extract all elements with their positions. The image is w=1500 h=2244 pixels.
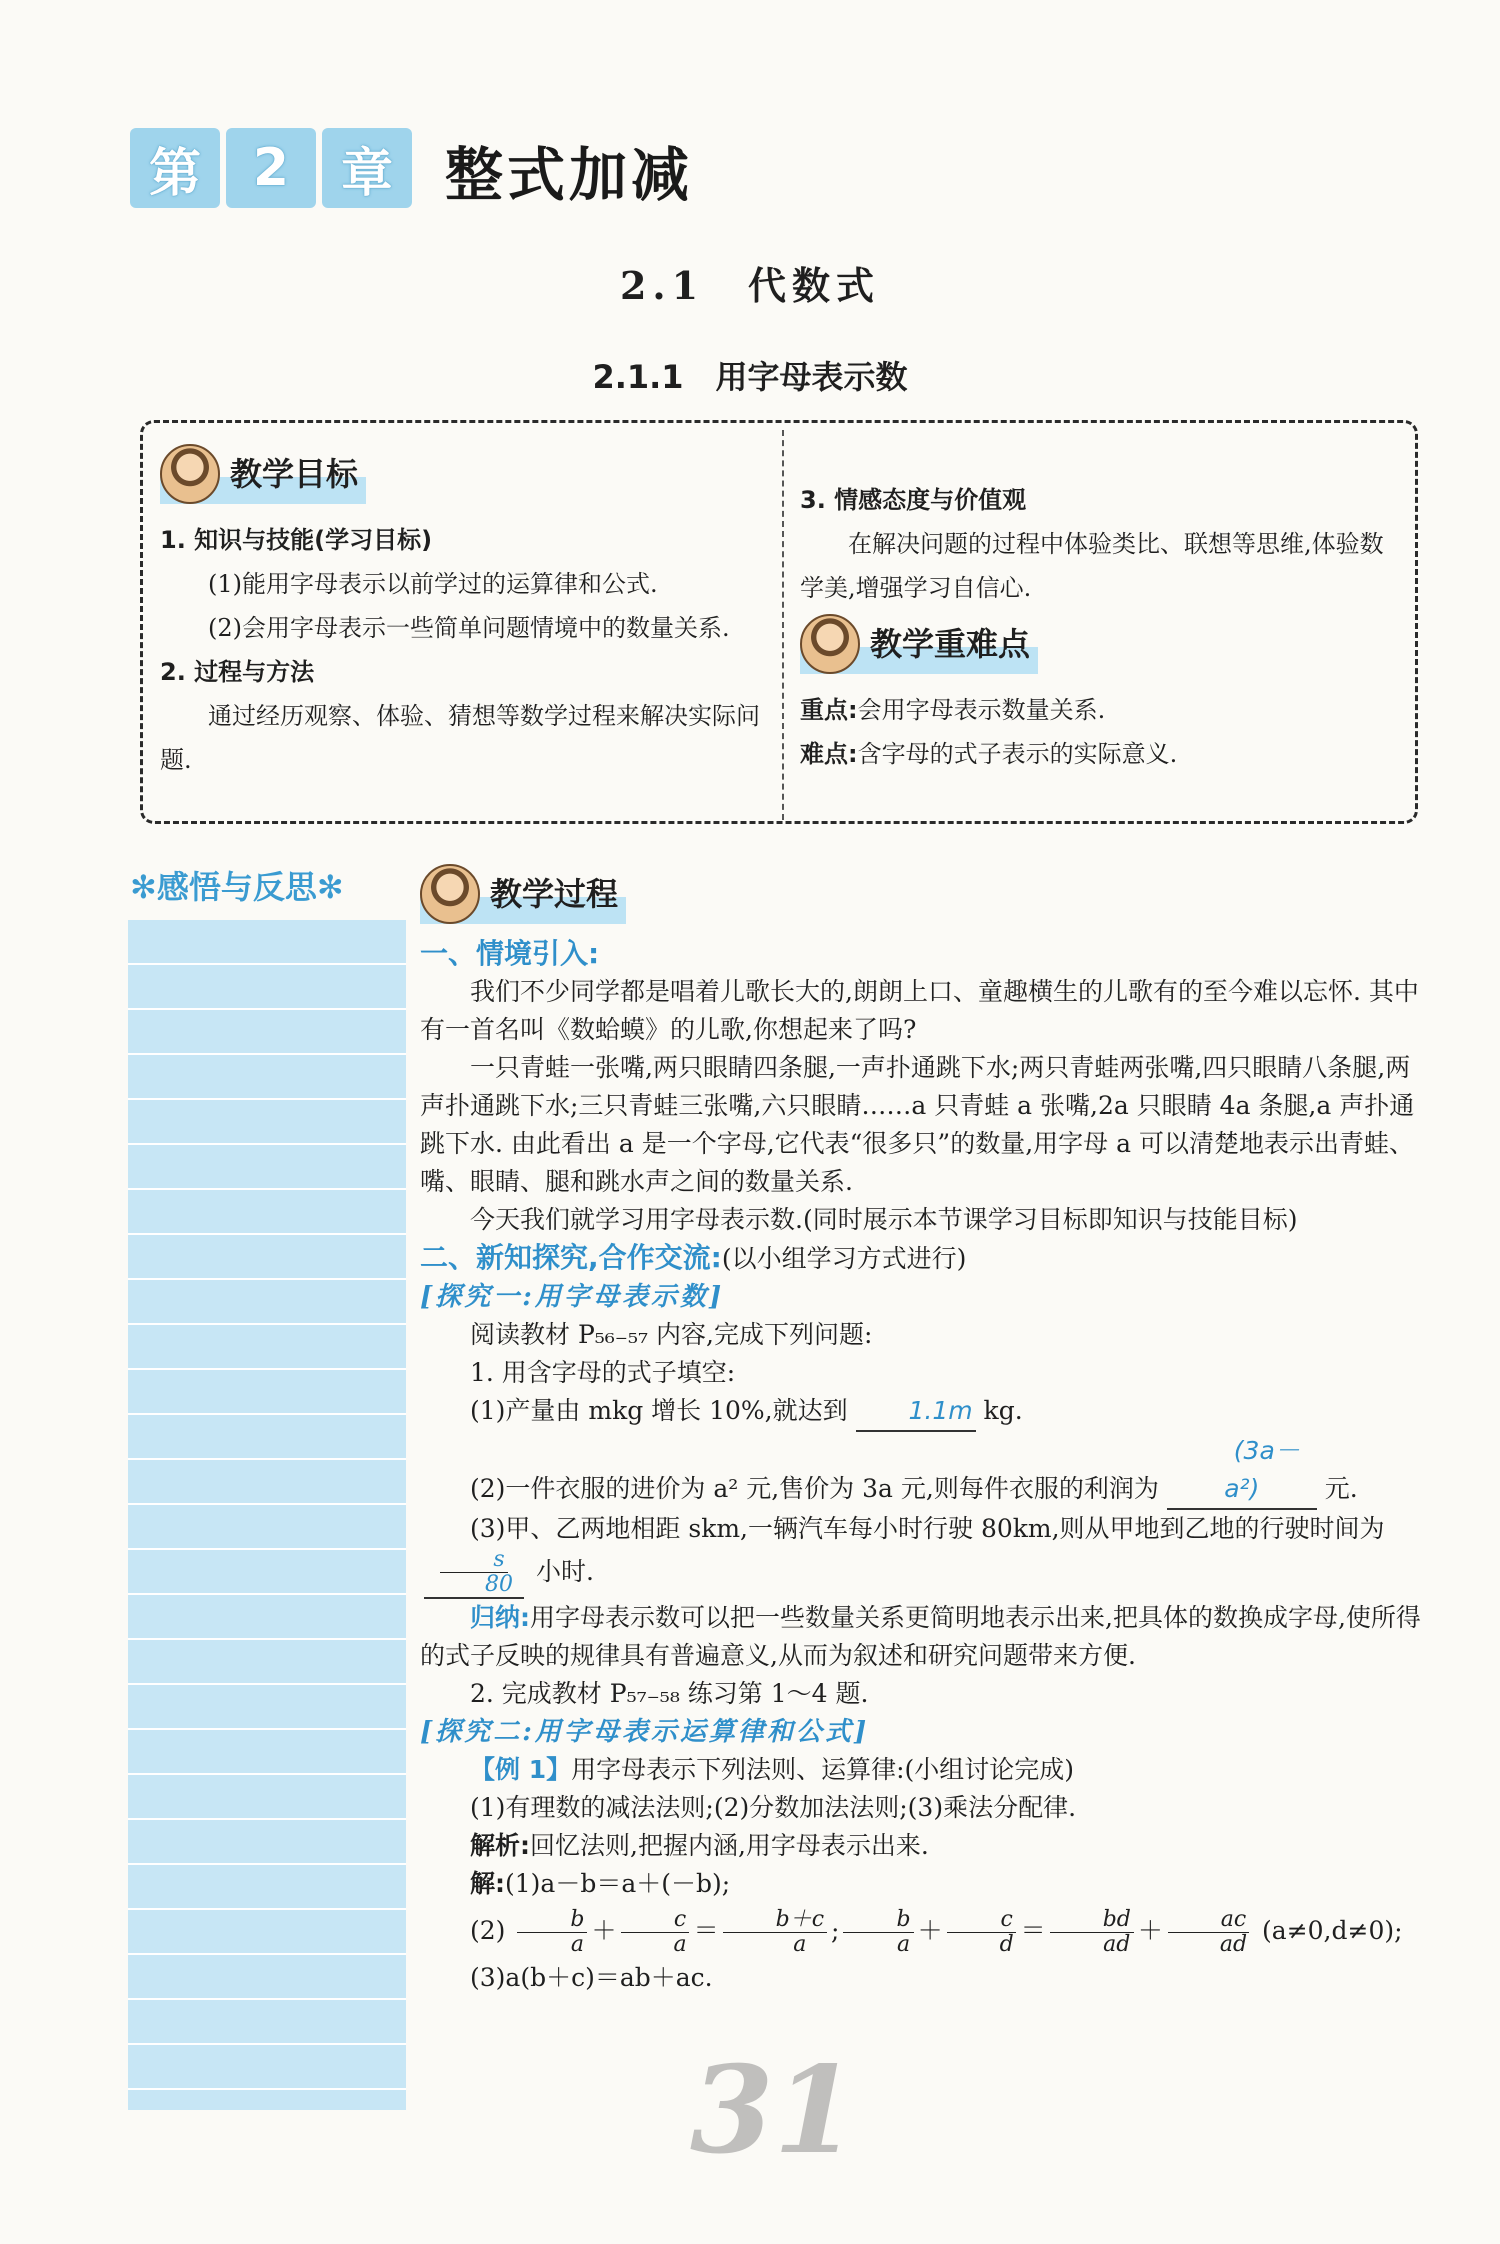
process-heading-text: 教学过程	[490, 875, 619, 913]
chapter-badge-1: 第	[130, 128, 220, 208]
objectives-heading-text: 教学目标	[230, 455, 359, 493]
solution-2-condition: (a≠0,d≠0);	[1262, 1916, 1403, 1945]
difficult-point	[800, 732, 1400, 776]
solution-3: (3)a(b＋c)＝ab＋ac.	[470, 1963, 713, 1992]
question-1-1	[420, 1392, 1430, 1432]
question-1-3-unit: 小时.	[535, 1557, 594, 1586]
fraction-b-over-a: $\frac{b}{a}$	[517, 1908, 587, 1957]
question-1-title: 1. 用含字母的式子填空:	[470, 1358, 736, 1387]
objective-3-p1: 在解决问题的过程中体验类比、联想等思维,体验数学美,增强学习自信心.	[800, 530, 1384, 602]
chapter-title: 整式加减	[445, 141, 694, 209]
example-1-text: 用字母表示下列法则、运算律:(小组讨论完成)	[571, 1755, 1075, 1784]
solution-1-text: (1)a－b＝a＋(－b);	[505, 1869, 731, 1898]
part2-heading-text: 二、新知探究,合作交流:	[420, 1241, 722, 1274]
explore-1-heading: [探究一:用字母表示数]	[420, 1282, 725, 1312]
question-1-1-unit: kg.	[983, 1396, 1023, 1425]
objective-1-title: 1. 知识与技能(学习目标)	[160, 526, 433, 554]
solution-2-prefix: (2)	[470, 1916, 506, 1945]
objectives-left-column	[160, 440, 760, 782]
question-1-3-text: (3)甲、乙两地相距 skm,一辆汽车每小时行驶 80km,则从甲地到乙地的行驶时间为	[470, 1514, 1385, 1543]
keypoints-heading	[800, 614, 1038, 674]
fraction-c-over-a: $\frac{c}{a}$	[620, 1908, 689, 1957]
chapter-badges	[130, 128, 412, 208]
part1-heading: 一、情境引入:	[420, 937, 600, 970]
subsection-title: 2.1.1 用字母表示数	[592, 358, 908, 396]
solution-1	[420, 1865, 1430, 1903]
question-1-3	[420, 1510, 1430, 1599]
analysis-text: 回忆法则,把握内涵,用字母表示出来.	[530, 1831, 929, 1860]
reflection-heading: ✻感悟与反思✻	[130, 868, 344, 906]
question-1-1-answer: 1.1m	[856, 1392, 976, 1432]
part2-note: (以小组学习方式进行)	[721, 1244, 967, 1273]
difficult-point-text: 含字母的式子表示的实际意义.	[857, 740, 1178, 768]
question-1-1-text: (1)产量由 mkg 增长 10%,就达到	[470, 1396, 848, 1425]
summary-label: 归纳:	[470, 1603, 530, 1632]
difficult-point-label: 难点:	[800, 740, 858, 768]
student-thinking-icon	[800, 614, 860, 674]
question-1-2	[420, 1432, 1430, 1510]
question-1-2-answer: (3a－a²)	[1167, 1432, 1317, 1510]
fraction-c-over-d: $\frac{c}{d}$	[947, 1908, 1017, 1957]
key-point	[800, 688, 1400, 732]
solution-label: 解:	[470, 1869, 505, 1898]
page-number: 31	[690, 2040, 857, 2181]
reflection-notes-area	[128, 920, 406, 2110]
part2-heading	[420, 1239, 1430, 1278]
student-reading-icon	[160, 444, 220, 504]
objective-3-title: 3. 情感态度与价值观	[800, 486, 1027, 514]
summary-text: 用字母表示数可以把一些数量关系更简明地表示出来,把具体的数换成字母,使所得的式子反映的规律具有普遍意义,从而为叙述和研究问题带来方便.	[420, 1603, 1421, 1670]
part1-p3: 今天我们就学习用字母表示数.(同时展示本节课学习目标即知识与技能目标)	[470, 1205, 1298, 1234]
student-running-icon	[420, 864, 480, 924]
chapter-badge-3: 章	[322, 128, 412, 208]
analysis-label: 解析:	[470, 1831, 530, 1860]
fraction-b-over-a-2: $\frac{b}{a}$	[843, 1908, 913, 1957]
question-1-3-answer	[424, 1548, 524, 1599]
objectives-divider	[782, 430, 784, 820]
objectives-right-column	[800, 428, 1400, 776]
objective-1-p1: (1)能用字母表示以前学过的运算律和公式.	[208, 570, 658, 598]
answer-numerator: s	[440, 1548, 507, 1573]
summary	[420, 1599, 1430, 1675]
fraction-bd-over-ad: $\frac{bd}{ad}$	[1050, 1908, 1134, 1957]
objective-1-p2: (2)会用字母表示一些简单问题情境中的数量关系.	[208, 614, 730, 642]
section-title: 2.1 代数式	[619, 263, 881, 308]
explore-2-heading: [探究二:用字母表示运算律和公式]	[420, 1717, 870, 1747]
chapter-badge-2: 2	[226, 128, 316, 208]
solution-2: (2) $\frac{b}{a}$ ＋ $\frac{c}{a}$ ＝ $\frac{b+c}{a}$ ; $\frac{b}{a}$ ＋ $\frac{c}{d}$ ＝ $\frac{bd}{ad}$ ＋ $\frac{ac}{ad}$ (a≠0,d≠0);	[470, 1907, 1403, 1957]
answer-denominator: 80	[485, 1572, 513, 1597]
key-point-label: 重点:	[800, 696, 858, 724]
objectives-heading	[160, 444, 366, 504]
part1-p2: 一只青蛙一张嘴,两只眼睛四条腿,一声扑通跳下水;两只青蛙两张嘴,四只眼睛八条腿,两声扑通跳下水;三只青蛙三张嘴,六只眼睛……a 只青蛙 a 张嘴,2a 只眼睛 4a 条腿,a 声扑通跳下水. 由此看出 a 是一个字母,它代表“很多只”的数量,用字母 a 可以清楚地表示出青蛙、嘴、眼睛、腿和跳水声之间的数量关系.	[420, 1053, 1415, 1196]
keypoints-heading-text: 教学重难点	[870, 625, 1031, 663]
fraction-b-plus-c-over-a: $\frac{b+c}{a}$	[723, 1908, 827, 1957]
part1-p1: 我们不少同学都是唱着儿歌长大的,朗朗上口、童趣横生的儿歌有的至今难以忘怀. 其中有一首名叫《数蛤蟆》的儿歌,你想起来了吗?	[420, 977, 1419, 1044]
objective-2-p1: 通过经历观察、体验、猜想等数学过程来解决实际问题.	[160, 702, 760, 774]
question-2: 2. 完成教材 P₅₇₋₅₈ 练习第 1～4 题.	[470, 1679, 869, 1708]
example-1-label: 【例 1】	[470, 1755, 572, 1784]
fraction-ac-over-ad: $\frac{ac}{ad}$	[1167, 1908, 1250, 1957]
process-heading	[420, 864, 626, 924]
analysis	[420, 1827, 1430, 1865]
question-1-2-unit: 元.	[1324, 1474, 1358, 1503]
key-point-text: 会用字母表示数量关系.	[857, 696, 1106, 724]
explore-1-read: 阅读教材 P₅₆₋₅₇ 内容,完成下列问题:	[470, 1320, 873, 1349]
example-1	[420, 1751, 1430, 1789]
objective-2-title: 2. 过程与方法	[160, 658, 315, 686]
question-1-2-text: (2)一件衣服的进价为 a² 元,售价为 3a 元,则每件衣服的利润为	[470, 1474, 1159, 1503]
example-1-items: (1)有理数的减法法则;(2)分数加法法则;(3)乘法分配律.	[470, 1793, 1077, 1822]
teaching-process	[420, 860, 1430, 1997]
